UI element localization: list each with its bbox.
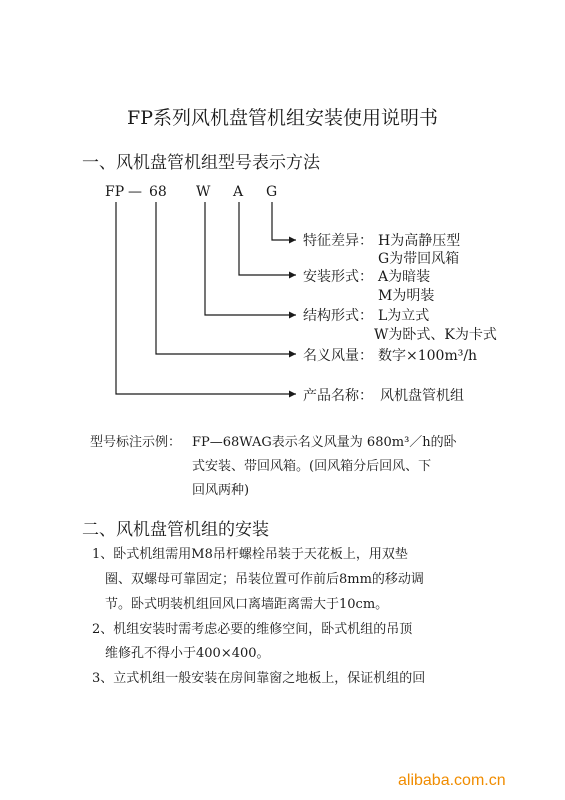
item-structure-line2: W为卧式、K为卡式 <box>374 327 497 343</box>
code-number: 68 <box>149 184 167 200</box>
install-line-5: 维修孔不得小于400×400。 <box>105 646 270 661</box>
install-line-3: 节。卧式明装机组回风口离墙距离需大于10cm。 <box>105 597 389 612</box>
arrowhead-a <box>289 272 296 279</box>
example-line1: FP—68WAG表示名义风量为 680m³／h的卧 <box>192 435 457 450</box>
item-product-line1: 风机盘管机组 <box>380 388 464 404</box>
item-install-line1: A为暗装 <box>378 269 431 285</box>
connector-fp <box>116 202 296 394</box>
code-fp: FP <box>105 184 125 200</box>
arrowhead-68 <box>289 351 296 358</box>
code-dash: — <box>128 184 142 200</box>
install-line-4: 2、机组安装时需考虑必要的维修空间，卧式机组的吊顶 <box>92 622 413 637</box>
watermark: alibaba.com.cn <box>398 772 506 789</box>
example-label: 型号标注示例： <box>90 435 182 450</box>
item-feature-label: 特征差异： <box>303 233 373 249</box>
item-airflow-line1: 数字×100m³/h <box>378 348 478 364</box>
install-line-6: 3、立式机组一般安装在房间靠窗之地板上，保证机组的回 <box>92 671 426 686</box>
item-product-label: 产品名称： <box>303 388 373 404</box>
install-line-1: 1、卧式机组需用M8吊杆螺栓吊装于天花板上，用双垫 <box>92 547 408 562</box>
item-install-label: 安装形式： <box>303 269 373 285</box>
example-line2: 式安装、带回风箱。(回风箱分后回风、下 <box>192 459 432 474</box>
connector-g <box>272 202 296 240</box>
arrowhead-w <box>289 312 296 319</box>
connector-a <box>239 202 296 275</box>
code-a: A <box>233 184 244 200</box>
item-structure-label: 结构形式： <box>303 308 373 324</box>
arrowhead-g <box>289 237 296 244</box>
item-airflow-label: 名义风量： <box>303 348 373 364</box>
item-feature-line1: H为高静压型 <box>378 233 461 249</box>
item-structure-line1: L为立式 <box>378 308 430 324</box>
item-feature-line2: G为带回风箱 <box>378 251 460 267</box>
connector-w <box>205 202 296 315</box>
item-install-line2: M为明装 <box>378 288 435 304</box>
install-line-2: 圈、双螺母可靠固定；吊装位置可作前后8mm的移动调 <box>105 572 424 587</box>
code-w: W <box>196 184 211 200</box>
section1-heading: 一、风机盘管机组型号表示方法 <box>82 153 320 173</box>
arrowhead-fp <box>289 391 296 398</box>
connector-68 <box>156 202 296 354</box>
section2-heading: 二、风机盘管机组的安装 <box>82 520 269 540</box>
code-g: G <box>266 184 278 200</box>
document-title: FP系列风机盘管机组安装使用说明书 <box>127 107 438 129</box>
example-line3: 回风两种) <box>192 483 250 498</box>
